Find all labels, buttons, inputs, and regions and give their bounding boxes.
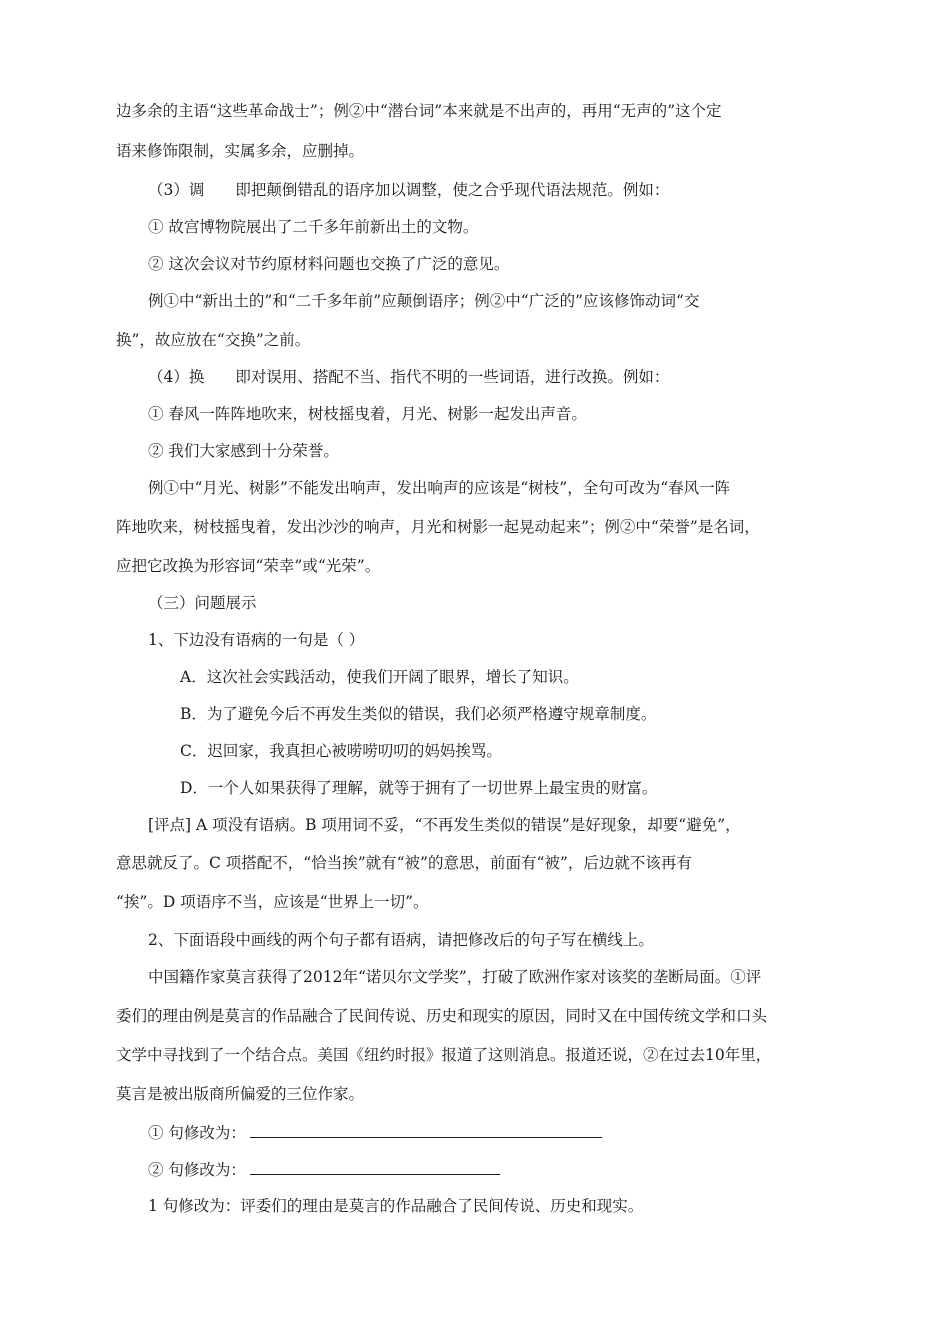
paragraph-line: 语来修饰限制，实属多余，应删掉。 (116, 142, 365, 160)
commentary-line: “挨”。D 项语序不当，应该是“世界上一切”。 (116, 893, 429, 911)
commentary-line: [评点] A 项没有语病。B 项用词不妥，“不再发生类似的错误”是好现象，却要“避免”， (148, 816, 741, 834)
paragraph-line: 应把它改换为形容词“荣幸”或“光荣”。 (116, 557, 381, 575)
passage-line: 文学中寻找到了一个结合点。美国《纽约时报》报道了这则消息。报道还说，②在过去10年里， (116, 1046, 772, 1064)
passage-line: 中国籍作家莫言获得了2012年“诺贝尔文学奖”，打破了欧洲作家对该奖的垄断局面。①评 (148, 968, 762, 986)
answer-label: ② 句修改为： (148, 1161, 246, 1179)
example-sentence: ① 故宫博物院展出了二千多年前新出土的文物。 (148, 218, 479, 236)
answer-blank-1[interactable] (250, 1122, 602, 1138)
passage-line: 莫言是被出版商所偏爱的三位作家。 (116, 1085, 365, 1103)
question-stem: 2、下面语段中画线的两个句子都有语病，请把修改后的句子写在横线上。 (148, 931, 654, 949)
commentary-line: 意思就反了。C 项搭配不，“恰当挨”就有“被”的意思，前面有“被”，后边就不该再有 (116, 854, 692, 872)
answer-text: 1 句修改为：评委们的理由是莫言的作品融合了民间传说、历史和现实。 (148, 1197, 644, 1215)
section-heading: （3）调 即把颠倒错乱的语序加以调整，使之合乎现代语法规范。例如： (148, 181, 670, 199)
example-sentence: ① 春风一阵阵地吹来，树枝摇曳着，月光、树影一起发出声音。 (148, 405, 587, 423)
option-c: C．迟回家，我真担心被唠唠叨叨的妈妈挨骂。 (180, 742, 502, 760)
option-b: B．为了避免今后不再发生类似的错误，我们必须严格遵守规章制度。 (180, 705, 657, 723)
question-stem: 1、下边没有语病的一句是（ ） (148, 631, 365, 649)
paragraph-line: 边多余的主语“这些革命战士”；例②中“潜台词”本来就是不出声的，再用“无声的”这个定 (116, 102, 722, 120)
answer-label: ① 句修改为： (148, 1124, 246, 1142)
answer-line-2 (148, 1159, 500, 1180)
option-a: A．这次社会实践活动，使我们开阔了眼界，增长了知识。 (180, 668, 579, 686)
paragraph-line: 阵地吹来，树枝摇曳着，发出沙沙的响声，月光和树影一起晃动起来”；例②中“荣誉”是名词， (116, 518, 760, 536)
example-sentence: ② 我们大家感到十分荣誉。 (148, 442, 339, 460)
paragraph-line: 例①中“新出土的”和“二千多年前”应颠倒语序；例②中“广泛的”应该修饰动词“交 (148, 292, 700, 310)
section-heading: （4）换 即对误用、搭配不当、指代不明的一些词语，进行改换。例如： (148, 368, 670, 386)
answer-blank-2[interactable] (250, 1159, 500, 1175)
passage-line: 委们的理由例是莫言的作品融合了民间传说、历史和现实的原因，同时又在中国传统文学和口头 (116, 1007, 768, 1025)
section-heading: （三）问题展示 (148, 594, 257, 612)
paragraph-line: 例①中“月光、树影”不能发出响声，发出响声的应该是“树枝”，全句可改为“春风一阵 (148, 479, 731, 497)
paragraph-line: 换”，故应放在“交换”之前。 (116, 331, 311, 349)
example-sentence: ② 这次会议对节约原材料问题也交换了广泛的意见。 (148, 255, 510, 273)
option-d: D．一个人如果获得了理解，就等于拥有了一切世界上最宝贵的财富。 (180, 779, 658, 797)
answer-line-1 (148, 1122, 602, 1143)
